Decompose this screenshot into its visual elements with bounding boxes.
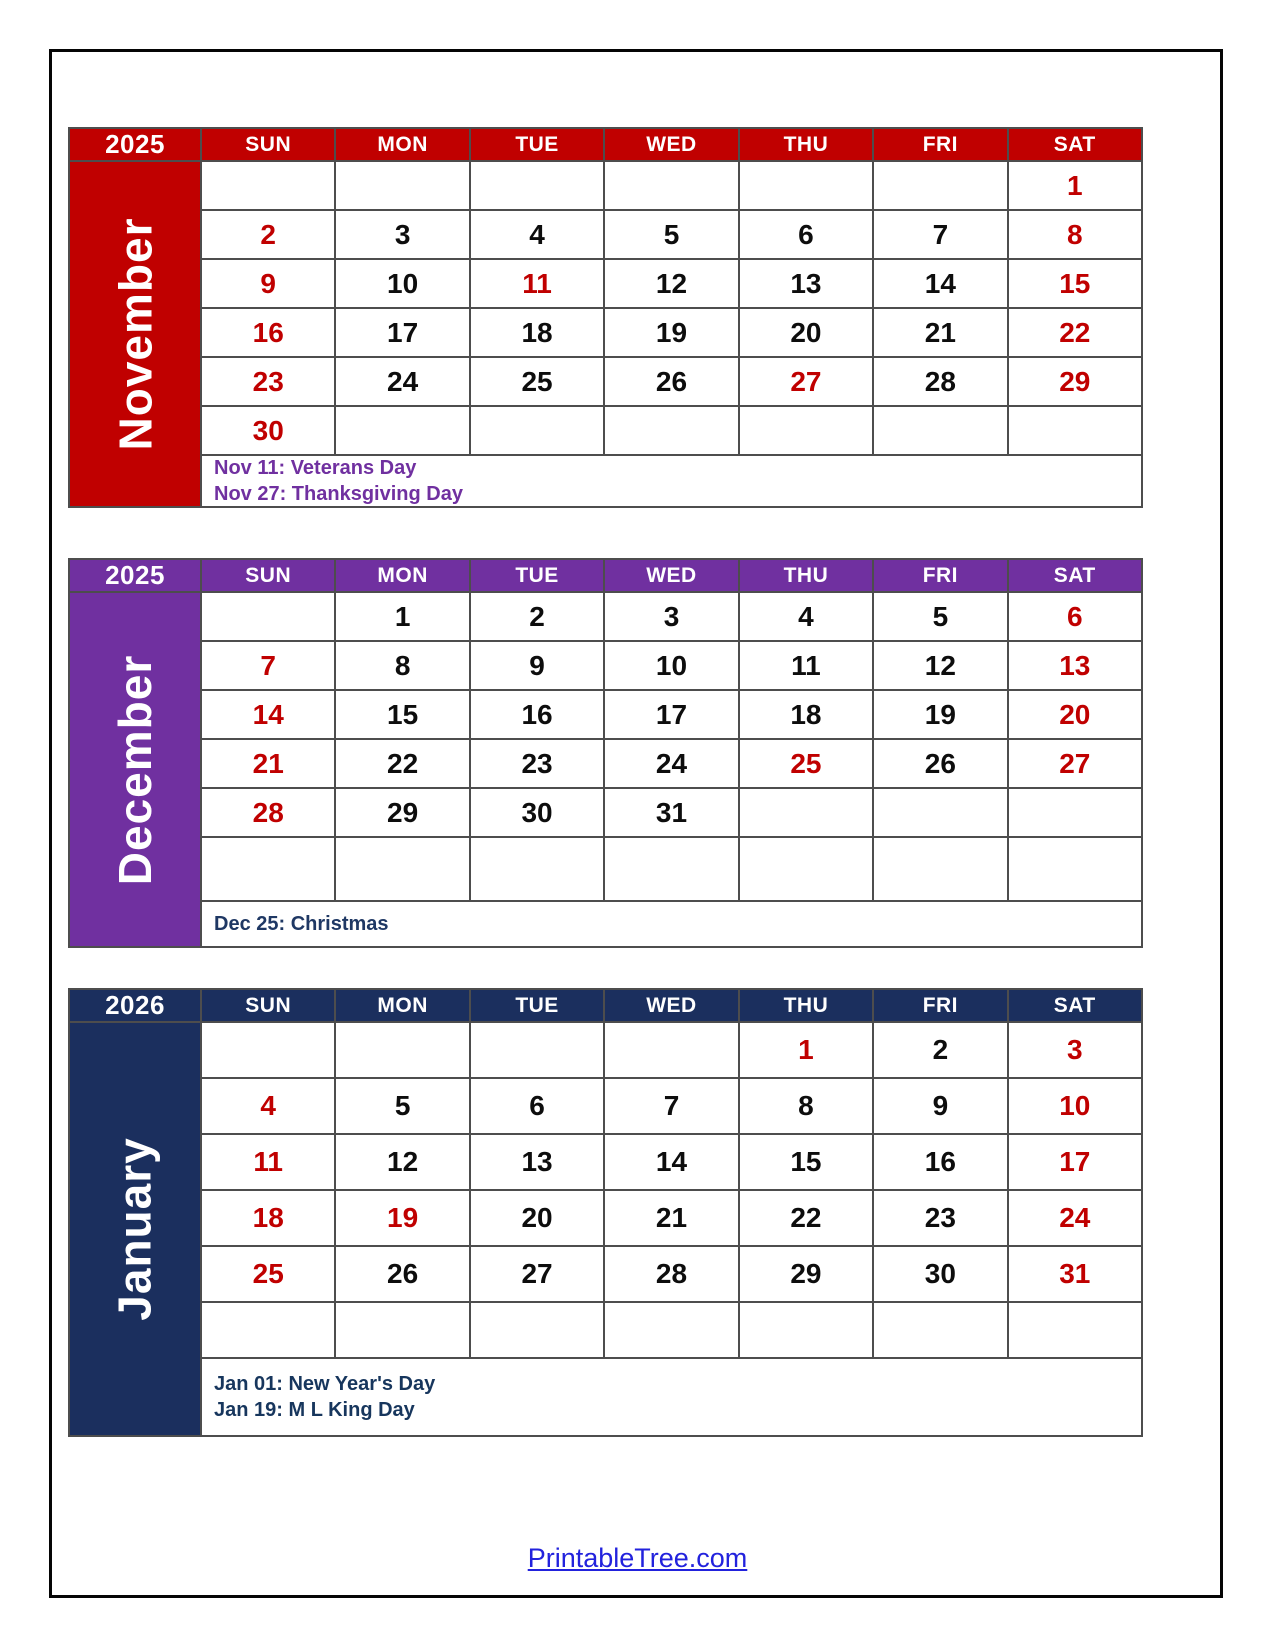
- date-cell-january-2: 2: [874, 1023, 1006, 1077]
- date-cell-november-28: 28: [874, 358, 1006, 405]
- month-november-calendar: [68, 127, 1143, 508]
- date-cell-january-3: 3: [1009, 1023, 1141, 1077]
- date-cell-january-24: 24: [1009, 1191, 1141, 1245]
- weekday-label-sat: SAT: [1009, 560, 1141, 591]
- date-cell-january-19: 19: [336, 1191, 468, 1245]
- date-cell-january-1: 1: [740, 1023, 872, 1077]
- date-cell-november-14: 14: [874, 260, 1006, 307]
- date-cell-december-27: 27: [1009, 740, 1141, 787]
- date-cell-december-3: 3: [605, 593, 737, 640]
- date-cell-january-29: 29: [740, 1247, 872, 1301]
- date-cell-empty: [202, 1023, 334, 1077]
- weekday-label-wed: WED: [605, 560, 737, 591]
- date-cell-january-28: 28: [605, 1247, 737, 1301]
- date-cell-empty: [740, 1303, 872, 1357]
- date-cell-december-29: 29: [336, 789, 468, 836]
- date-cell-empty: [336, 1303, 468, 1357]
- date-cell-november-7: 7: [874, 211, 1006, 258]
- date-cell-november-21: 21: [874, 309, 1006, 356]
- date-cell-january-10: 10: [1009, 1079, 1141, 1133]
- date-cell-empty: [336, 838, 468, 900]
- date-cell-november-3: 3: [336, 211, 468, 258]
- date-cell-december-16: 16: [471, 691, 603, 738]
- date-cell-december-19: 19: [874, 691, 1006, 738]
- date-cell-december-22: 22: [336, 740, 468, 787]
- holiday-note: Dec 25: Christmas: [214, 913, 389, 935]
- date-cell-empty: [1009, 789, 1141, 836]
- month-december-calendar: [68, 558, 1143, 948]
- date-cell-january-18: 18: [202, 1191, 334, 1245]
- date-cell-empty: [202, 838, 334, 900]
- holiday-notes-december: [202, 902, 1141, 946]
- date-cell-november-18: 18: [471, 309, 603, 356]
- date-cell-december-30: 30: [471, 789, 603, 836]
- weekday-label-sat: SAT: [1009, 990, 1141, 1021]
- date-cell-january-20: 20: [471, 1191, 603, 1245]
- date-cell-december-11: 11: [740, 642, 872, 689]
- date-cell-november-26: 26: [605, 358, 737, 405]
- holiday-note: Jan 19: M L King Day: [214, 1399, 415, 1421]
- date-cell-january-21: 21: [605, 1191, 737, 1245]
- date-cell-empty: [740, 838, 872, 900]
- date-cell-empty: [874, 1303, 1006, 1357]
- weekday-label-sun: SUN: [202, 560, 334, 591]
- date-cell-january-30: 30: [874, 1247, 1006, 1301]
- date-cell-empty: [336, 1023, 468, 1077]
- weekday-label-mon: MON: [336, 990, 468, 1021]
- date-cell-empty: [605, 1023, 737, 1077]
- date-cell-empty: [874, 838, 1006, 900]
- year-label-january: 2026: [70, 990, 200, 1021]
- date-cell-empty: [874, 162, 1006, 209]
- date-cell-november-13: 13: [740, 260, 872, 307]
- date-cell-january-22: 22: [740, 1191, 872, 1245]
- date-cell-december-25: 25: [740, 740, 872, 787]
- weekday-label-tue: TUE: [471, 560, 603, 591]
- weekday-label-fri: FRI: [874, 560, 1006, 591]
- date-cell-january-5: 5: [336, 1079, 468, 1133]
- weekday-label-sat: SAT: [1009, 129, 1141, 160]
- weekday-label-fri: FRI: [874, 129, 1006, 160]
- holiday-note: Nov 11: Veterans Day: [214, 457, 417, 479]
- date-cell-december-17: 17: [605, 691, 737, 738]
- date-cell-december-2: 2: [471, 593, 603, 640]
- date-cell-december-24: 24: [605, 740, 737, 787]
- date-cell-december-28: 28: [202, 789, 334, 836]
- date-cell-january-8: 8: [740, 1079, 872, 1133]
- date-cell-november-19: 19: [605, 309, 737, 356]
- date-cell-empty: [605, 1303, 737, 1357]
- date-cell-november-4: 4: [471, 211, 603, 258]
- date-cell-january-31: 31: [1009, 1247, 1141, 1301]
- date-cell-january-13: 13: [471, 1135, 603, 1189]
- date-cell-empty: [605, 407, 737, 454]
- date-cell-december-10: 10: [605, 642, 737, 689]
- date-cell-december-20: 20: [1009, 691, 1141, 738]
- holiday-notes-january: [202, 1359, 1141, 1435]
- date-cell-empty: [202, 1303, 334, 1357]
- date-cell-november-2: 2: [202, 211, 334, 258]
- date-cell-december-7: 7: [202, 642, 334, 689]
- date-cell-january-17: 17: [1009, 1135, 1141, 1189]
- date-cell-december-6: 6: [1009, 593, 1141, 640]
- year-label-december: 2025: [70, 560, 200, 591]
- date-cell-december-9: 9: [471, 642, 603, 689]
- date-cell-november-17: 17: [336, 309, 468, 356]
- date-cell-january-6: 6: [471, 1079, 603, 1133]
- date-cell-january-27: 27: [471, 1247, 603, 1301]
- month-sidebar-november: [70, 162, 200, 506]
- date-cell-january-23: 23: [874, 1191, 1006, 1245]
- year-label-november: 2025: [70, 129, 200, 160]
- date-cell-january-14: 14: [605, 1135, 737, 1189]
- weekday-label-tue: TUE: [471, 129, 603, 160]
- weekday-label-sun: SUN: [202, 129, 334, 160]
- date-cell-empty: [605, 838, 737, 900]
- date-cell-january-4: 4: [202, 1079, 334, 1133]
- date-cell-november-1: 1: [1009, 162, 1141, 209]
- month-january-calendar: [68, 988, 1143, 1437]
- date-cell-january-16: 16: [874, 1135, 1006, 1189]
- weekday-label-thu: THU: [740, 129, 872, 160]
- date-cell-november-22: 22: [1009, 309, 1141, 356]
- weekday-label-thu: THU: [740, 560, 872, 591]
- date-cell-november-11: 11: [471, 260, 603, 307]
- date-cell-december-1: 1: [336, 593, 468, 640]
- date-cell-december-4: 4: [740, 593, 872, 640]
- date-cell-november-9: 9: [202, 260, 334, 307]
- date-cell-empty: [605, 162, 737, 209]
- date-cell-january-26: 26: [336, 1247, 468, 1301]
- date-cell-empty: [202, 593, 334, 640]
- weekday-label-thu: THU: [740, 990, 872, 1021]
- date-cell-december-14: 14: [202, 691, 334, 738]
- date-cell-december-13: 13: [1009, 642, 1141, 689]
- date-cell-november-8: 8: [1009, 211, 1141, 258]
- date-cell-empty: [874, 407, 1006, 454]
- date-cell-november-12: 12: [605, 260, 737, 307]
- date-cell-december-26: 26: [874, 740, 1006, 787]
- date-cell-empty: [1009, 1303, 1141, 1357]
- date-cell-empty: [471, 162, 603, 209]
- date-cell-november-5: 5: [605, 211, 737, 258]
- date-cell-december-5: 5: [874, 593, 1006, 640]
- date-cell-empty: [471, 407, 603, 454]
- date-cell-january-9: 9: [874, 1079, 1006, 1133]
- holiday-note: Nov 27: Thanksgiving Day: [214, 483, 463, 505]
- date-cell-november-15: 15: [1009, 260, 1141, 307]
- date-cell-empty: [740, 789, 872, 836]
- date-cell-december-31: 31: [605, 789, 737, 836]
- holiday-note: Jan 01: New Year's Day: [214, 1373, 436, 1395]
- date-cell-november-6: 6: [740, 211, 872, 258]
- footer-link[interactable]: PrintableTree.com: [527, 1543, 748, 1573]
- date-cell-november-29: 29: [1009, 358, 1141, 405]
- date-cell-december-12: 12: [874, 642, 1006, 689]
- weekday-label-mon: MON: [336, 560, 468, 591]
- weekday-label-wed: WED: [605, 129, 737, 160]
- date-cell-december-23: 23: [471, 740, 603, 787]
- month-name-label: November: [109, 217, 161, 451]
- weekday-label-fri: FRI: [874, 990, 1006, 1021]
- date-cell-december-8: 8: [336, 642, 468, 689]
- holiday-notes-november: [202, 456, 1141, 506]
- date-cell-november-23: 23: [202, 358, 334, 405]
- date-cell-empty: [471, 1023, 603, 1077]
- date-cell-empty: [336, 407, 468, 454]
- month-name-label: January: [109, 1137, 161, 1321]
- weekday-label-tue: TUE: [471, 990, 603, 1021]
- date-cell-november-27: 27: [740, 358, 872, 405]
- date-cell-november-30: 30: [202, 407, 334, 454]
- month-sidebar-december: [70, 593, 200, 946]
- weekday-label-mon: MON: [336, 129, 468, 160]
- weekday-label-sun: SUN: [202, 990, 334, 1021]
- date-cell-december-18: 18: [740, 691, 872, 738]
- date-cell-empty: [1009, 407, 1141, 454]
- date-cell-january-11: 11: [202, 1135, 334, 1189]
- date-cell-empty: [874, 789, 1006, 836]
- date-cell-empty: [1009, 838, 1141, 900]
- month-name-label: December: [109, 654, 162, 885]
- month-sidebar-january: [70, 1023, 200, 1435]
- date-cell-empty: [471, 1303, 603, 1357]
- date-cell-november-20: 20: [740, 309, 872, 356]
- date-cell-november-16: 16: [202, 309, 334, 356]
- date-cell-january-12: 12: [336, 1135, 468, 1189]
- date-cell-december-21: 21: [202, 740, 334, 787]
- date-cell-december-15: 15: [336, 691, 468, 738]
- date-cell-empty: [471, 838, 603, 900]
- footer: [0, 1543, 1275, 1574]
- date-cell-empty: [336, 162, 468, 209]
- weekday-label-wed: WED: [605, 990, 737, 1021]
- date-cell-january-25: 25: [202, 1247, 334, 1301]
- date-cell-november-10: 10: [336, 260, 468, 307]
- date-cell-january-15: 15: [740, 1135, 872, 1189]
- date-cell-empty: [740, 162, 872, 209]
- date-cell-november-25: 25: [471, 358, 603, 405]
- date-cell-november-24: 24: [336, 358, 468, 405]
- date-cell-empty: [202, 162, 334, 209]
- date-cell-january-7: 7: [605, 1079, 737, 1133]
- date-cell-empty: [740, 407, 872, 454]
